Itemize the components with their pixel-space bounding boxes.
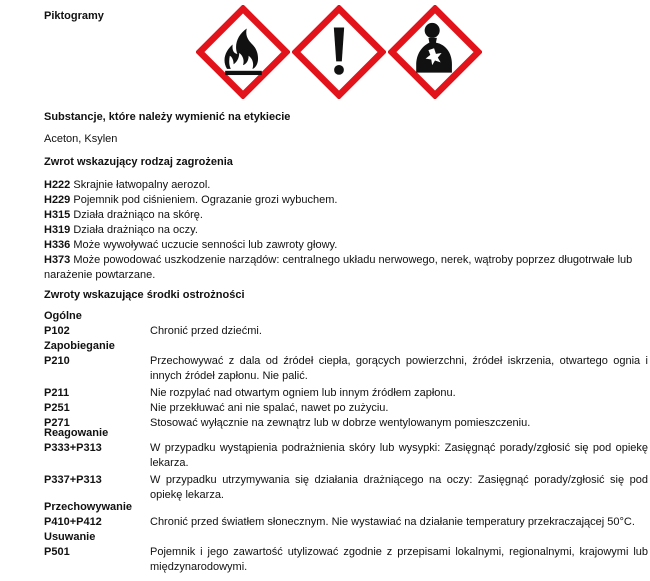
hazard-text: Działa drażniąco na skórę. <box>73 209 203 221</box>
precaution-code: P251 <box>44 402 70 414</box>
precaution-text: Chronić przed światłem słonecznym. Nie wystawiać na działanie temperatury przekraczającej 50°C. <box>150 516 635 528</box>
precaution-group-label: Zapobieganie <box>44 340 115 352</box>
hazard-statement-continuation <box>44 268 644 283</box>
precaution-row <box>44 386 650 401</box>
precaution-heading: Zwroty wskazujące środki ostrożności <box>44 289 245 301</box>
precaution-group-label: Reagowanie <box>44 427 109 439</box>
precaution-row <box>44 401 650 416</box>
precaution-group-label: Ogólne <box>44 310 82 322</box>
substances-heading: Substancje, które należy wymienić na etykiecie <box>44 111 291 123</box>
hazard-statement <box>44 223 644 238</box>
hazard-code: H319 <box>44 224 71 236</box>
precaution-code: P102 <box>44 325 70 337</box>
hazard-statement <box>44 253 644 268</box>
hazard-statement <box>44 178 644 193</box>
hazard-heading: Zwrot wskazujący rodzaj zagrożenia <box>44 156 233 168</box>
hazard-code: H373 <box>44 254 71 266</box>
precaution-text: W przypadku wystąpienia podrażnienia skóry lub wysypki: Zasięgnąć porady/zgłosić się pod opiekę lekarza. <box>150 442 648 469</box>
pictogram-row <box>196 5 486 99</box>
hazard-text: Działa drażniąco na oczy. <box>73 224 198 236</box>
hazard-statement <box>44 193 644 208</box>
substances-value: Aceton, Ksylen <box>44 133 118 145</box>
precaution-code: P211 <box>44 387 70 399</box>
precaution-row <box>44 354 650 384</box>
hazard-code: H229 <box>44 194 71 206</box>
flame-icon <box>196 5 290 99</box>
exclamation-mark-icon <box>292 5 386 99</box>
hazard-text: Pojemnik pod ciśnieniem. Ograzanie grozi wybuchem. <box>73 194 338 206</box>
precaution-code: P501 <box>44 546 70 558</box>
hazard-statement-list <box>44 178 644 283</box>
hazard-text: Skrajnie łatwopalny aerozol. <box>73 179 211 191</box>
hazard-statement <box>44 208 644 223</box>
precaution-text: Stosować wyłącznie na zewnątrz lub w dobrze wentylowanym pomieszczeniu. <box>150 417 531 429</box>
precaution-code: P333+P313 <box>44 442 102 454</box>
precaution-group-label: Przechowywanie <box>44 501 133 513</box>
hazard-statement <box>44 238 644 253</box>
precaution-text: Nie przekłuwać ani nie spalać, nawet po zużyciu. <box>150 402 389 414</box>
precaution-code: P410+P412 <box>44 516 102 528</box>
precaution-text: Chronić przed dziećmi. <box>150 325 262 337</box>
precaution-text: Przechowywać z dala od źródeł ciepła, gorących powierzchni, źródeł iskrzenia, otwartego ognia i innych źródeł zapłonu. Nie palić. <box>150 355 648 382</box>
precaution-row <box>44 473 650 503</box>
precaution-code: P210 <box>44 355 70 367</box>
pictograms-heading: Piktogramy <box>44 10 104 22</box>
precaution-row <box>44 515 650 530</box>
precaution-code: P271 <box>44 417 70 429</box>
hazard-code: H336 <box>44 239 71 251</box>
precaution-text: Nie rozpylać nad otwartym ogniem lub innym źródłem zapłonu. <box>150 387 456 399</box>
precaution-group-storage <box>44 500 650 530</box>
precaution-group-label: Usuwanie <box>44 531 96 543</box>
precaution-code: P337+P313 <box>44 474 102 486</box>
precaution-group-prevention <box>44 339 650 431</box>
precaution-group-response <box>44 426 650 503</box>
precaution-row <box>44 324 650 339</box>
hazard-code: H315 <box>44 209 71 221</box>
precaution-group-disposal <box>44 530 650 575</box>
health-hazard-icon <box>388 5 482 99</box>
hazard-code: H222 <box>44 179 71 191</box>
hazard-text: narażenie powtarzane. <box>44 269 156 281</box>
precaution-text: W przypadku utrzymywania się działania drażniącego na oczy: Zasięgnąć porady/zgłosić się pod opiekę lekarza. <box>150 474 648 501</box>
precaution-row <box>44 545 650 575</box>
hazard-text: Może wywoływać uczucie senności lub zawroty głowy. <box>73 239 338 251</box>
hazard-text: Może powodować uszkodzenie narządów: centralnego układu nerwowego, nerek, wątroby poprzez długotrwałe lub <box>73 254 633 266</box>
precaution-row <box>44 441 650 471</box>
precaution-text: Pojemnik i jego zawartość utylizować zgodnie z przepisami lokalnymi, regionalnymi, krajowymi lub międzynarodowymi. <box>150 546 648 573</box>
precaution-group-general <box>44 309 650 339</box>
